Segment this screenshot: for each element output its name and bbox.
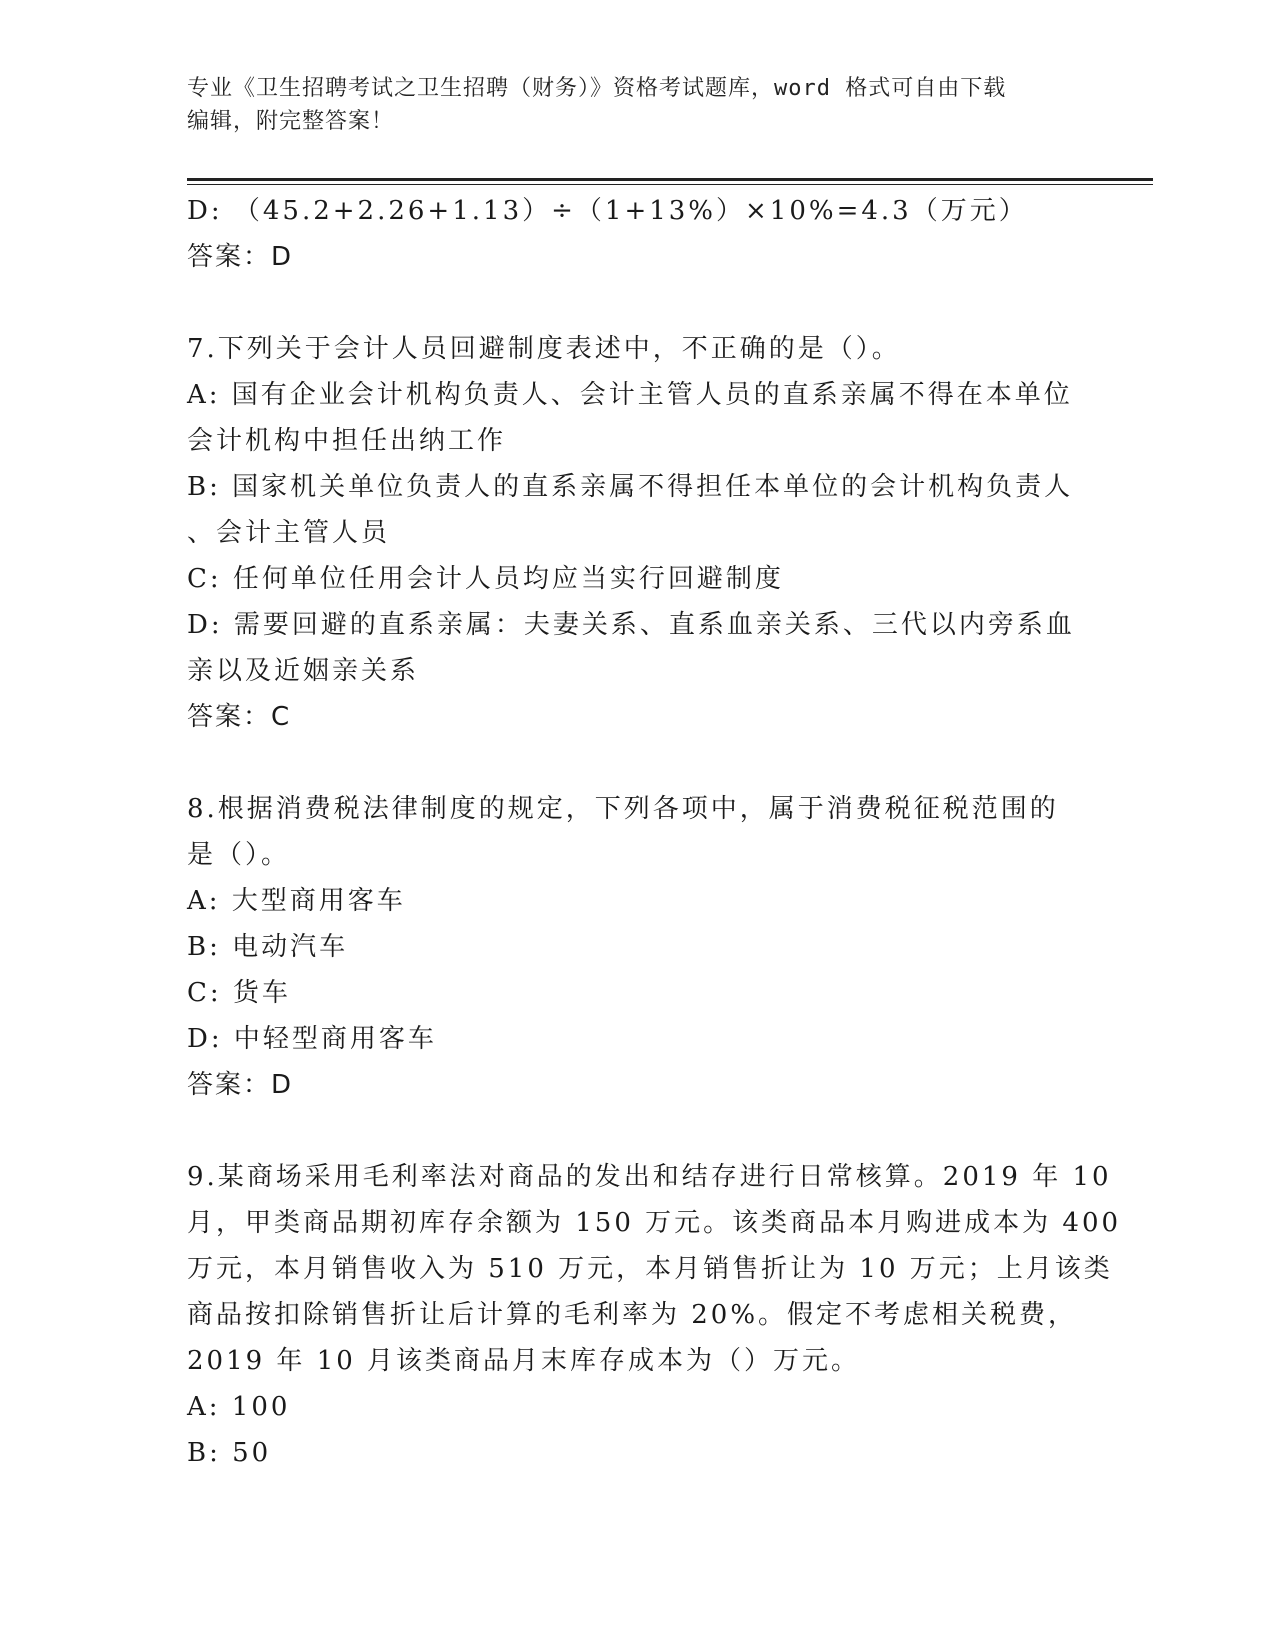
answer: 答案：D [187, 1070, 294, 1100]
question-stem-continued: 万元，本月销售收入为 510 万元，本月销售折让为 10 万元；上月该类 [187, 1254, 1113, 1284]
option-d: D: 中轻型商用客车 [187, 1024, 437, 1054]
option-a: A: 国有企业会计机构负责人、会计主管人员的直系亲属不得在本单位 [187, 380, 1073, 410]
question-9 [187, 1154, 1122, 1476]
header-line-2: 编辑，附完整答案！ [187, 109, 395, 134]
question-stem: 8.根据消费税法律制度的规定，下列各项中，属于消费税征税范围的 [187, 794, 1059, 824]
question-stem: 9.某商场采用毛利率法对商品的发出和结存进行日常核算。2019 年 10 [187, 1162, 1112, 1192]
question-stem-continued: 是（）。 [187, 840, 291, 870]
question-stem-continued: 商品按扣除销售折让后计算的毛利率为 20%。假定不考虑相关税费， [187, 1300, 1078, 1330]
question-content [187, 188, 1122, 1476]
option-c: C: 货车 [187, 978, 291, 1008]
question-8 [187, 786, 1087, 1108]
previous-question-tail [187, 188, 1087, 280]
answer: 答案：C [187, 702, 292, 732]
option-d-continued: 亲以及近姻亲关系 [187, 656, 420, 686]
option-b: B: 50 [187, 1438, 272, 1468]
header-line-1: 专业《卫生招聘考试之卫生招聘（财务）》资格考试题库，word 格式可自由下载 [187, 76, 1007, 101]
option-d: D: 需要回避的直系亲属：夫妻关系、直系血亲关系、三代以内旁系血 [187, 610, 1075, 640]
option-a: A: 100 [187, 1392, 291, 1422]
option-a: A: 大型商用客车 [187, 886, 406, 916]
question-stem-continued: 2019 年 10 月该类商品月末库存成本为（）万元。 [187, 1346, 861, 1376]
document-header [187, 72, 1087, 138]
option-b-continued: 、会计主管人员 [187, 518, 391, 548]
header-divider-thick [187, 178, 1153, 181]
question-stem-continued: 月，甲类商品期初库存余额为 150 万元。该类商品本月购进成本为 400 [187, 1208, 1122, 1238]
option-c: C: 任何单位任用会计人员均应当实行回避制度 [187, 564, 784, 594]
answer: 答案：D [187, 242, 294, 272]
option-b: B: 电动汽车 [187, 932, 349, 962]
question-7 [187, 326, 1087, 740]
header-divider-thin [187, 184, 1153, 185]
option-d: D: （45.2+2.26+1.13）÷（1+13%）×10%=4.3（万元） [187, 196, 1028, 226]
option-a-continued: 会计机构中担任出纳工作 [187, 426, 507, 456]
option-b: B: 国家机关单位负责人的直系亲属不得担任本单位的会计机构负责人 [187, 472, 1074, 502]
question-stem: 7.下列关于会计人员回避制度表述中，不正确的是（）。 [187, 334, 901, 364]
